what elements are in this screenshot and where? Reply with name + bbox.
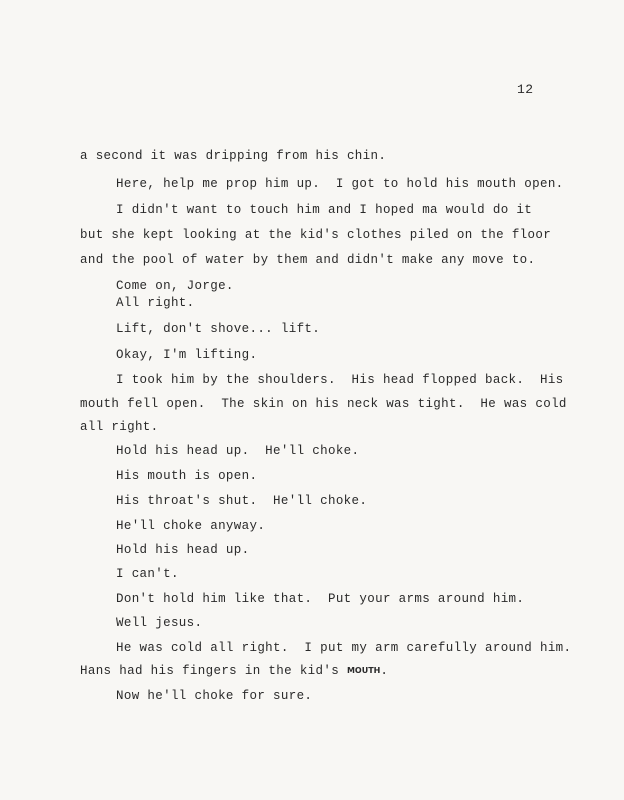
text-line: He was cold all right. I put my arm carefully around him.	[116, 641, 572, 655]
text-line: a second it was dripping from his chin.	[80, 149, 387, 163]
text-line: His throat's shut. He'll choke.	[116, 494, 368, 508]
text-line: and the pool of water by them and didn't make any move to.	[80, 253, 536, 267]
text-line-with-handwriting	[80, 664, 388, 678]
text-line: I can't.	[116, 567, 179, 581]
text-line: He'll choke anyway.	[116, 519, 266, 533]
text-line: I took him by the shoulders. His head flopped back. His	[116, 373, 564, 387]
text-line: mouth fell open. The skin on his neck was tight. He was cold	[80, 397, 567, 411]
text-line: all right.	[80, 420, 159, 434]
text-line: Lift, don't shove... lift.	[116, 322, 321, 336]
text-line: but she kept looking at the kid's clothes piled on the floor	[80, 228, 552, 242]
text-line: Don't hold him like that. Put your arms around him.	[116, 592, 525, 606]
line-end-punct: .	[380, 664, 389, 678]
text-line: Here, help me prop him up. I got to hold his mouth open.	[116, 177, 564, 191]
text-line: Hold his head up. He'll choke.	[116, 444, 360, 458]
page-number: 12	[517, 82, 534, 97]
text-line: Come on, Jorge.	[116, 279, 234, 293]
text-line: His mouth is open.	[116, 469, 258, 483]
text-line: All right.	[116, 296, 195, 310]
text-line: Well jesus.	[116, 616, 203, 630]
handwritten-insert: MOUTH	[346, 666, 381, 675]
text-line: Now he'll choke for sure.	[116, 689, 313, 703]
text-line: Okay, I'm lifting.	[116, 348, 258, 362]
text-line: I didn't want to touch him and I hoped ma would do it	[116, 203, 533, 217]
text-line: Hold his head up.	[116, 543, 250, 557]
typed-text: Hans had his fingers in the kid's	[80, 664, 347, 678]
